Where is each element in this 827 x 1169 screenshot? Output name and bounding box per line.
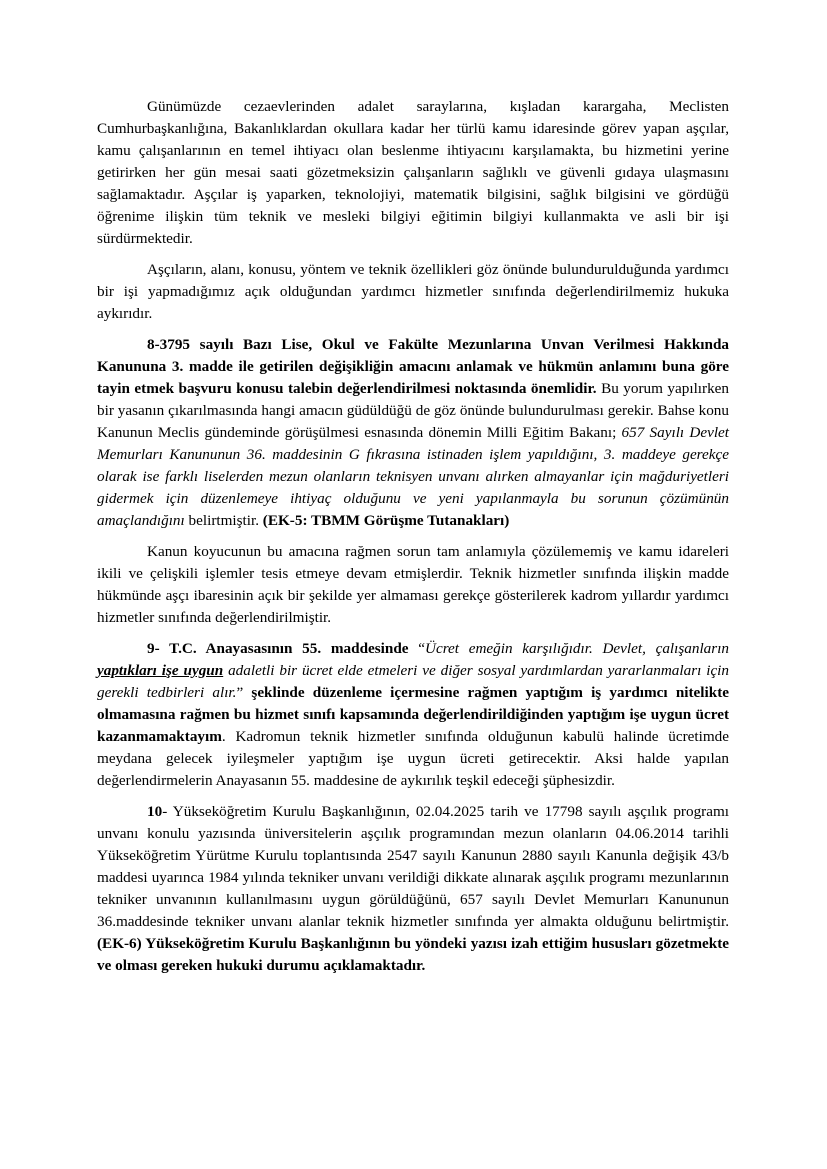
text-run: - Yükseköğretim Kurulu Başkanlığının, 02.04.2025 tarih ve 17798 sayılı aşçılık programı unvanı konulu yazısında üniversitelerin aşçılık programından mezun olanların 04.06.2014 tarihli Yükseköğretim Yürütme Kurulu toplantısında 2547 sayılı Kanunun 2880 sayılı Kanunla değişik 43/b maddesi uyarınca 1984 yılında tekniker unvanı verildiği dikkate alınarak aşçılık programı mezunlarının tekniker unvanının kullanılmasını uygun görüldüğünü, 657 sayılı Devlet Memurları Kanununun 36.maddesinde tekniker unvanı alanlar teknik hizmetler sınıfında yer almakta olduğunu belirtmiştir. <box>97 803 729 930</box>
text-run: Günümüzde cezaevlerinden adalet saraylarına, kışladan karargaha, Meclisten Cumhurbaşkanlığına, Bakanlıklardan okullara kadar her türlü kamu idaresinde görev yapan aşçılar, kamu çalışanlarının en temel ihtiyacı olan beslenme ihtiyacını karşılamakta, bu hizmetini yerine getirirken her gün mesai saati gözetmeksizin çalışanların sağlıklı ve güvenli gıdaya ulaşmasını sağlamaktadır. Aşçılar iş yaparken, teknolojiyi, matematik bilgisini, sağlık bilgisini ve gördüğü öğrenime ilişkin tüm teknik ve mesleki bilgiyi eğitimin bilgiyi kullanmakta ve asli bir işi sürdürmektedir. <box>97 98 729 247</box>
italic-text-run: Ücret emeğin karşılığıdır. Devlet, çalışanların <box>424 640 730 657</box>
underlined-text: yaptıkları işe uygun <box>97 662 224 679</box>
paragraph-anayasa-55 <box>97 638 729 792</box>
paragraph-yardimci-hizmetler <box>97 259 729 325</box>
text-run: Bu yorum yapılırken bir yasanın çıkarılmasında hangi amacın güdüldüğü de göz önünde bulundurulması gerekir. Bahse konu Kanunun Meclis gündeminde görüşülmesi esnasında dönemin Milli Eğitim Bakanı; <box>97 380 730 441</box>
bold-italic-underlined-text-run <box>97 662 223 679</box>
paragraph-yok-yazisi <box>97 801 729 977</box>
bold-text-run: (EK-6) Yükseköğretim Kurulu Başkanlığının bu yöndeki yazısı izah ettiğim hususları gözetmekte ve olması gereken hukuki durumu açıklamaktadır. <box>97 935 729 974</box>
paragraph-kamu-ascilari <box>97 96 729 250</box>
bold-text-run: şeklinde düzenleme içermesine rağmen yaptığım iş yardımcı nitelikte olmamasına rağmen bu hizmet sınıfı kapsamında değerlendirildiğinden yaptığım işe uygun ücret kazanmamaktayım <box>97 684 729 745</box>
bold-text-run: 9- T.C. Anayasasının 55. maddesinde <box>147 640 409 657</box>
text-run: Kanun koyucunun bu amacına rağmen sorun tam anlamıyla çözülememiş ve kamu idareleri ikili ve çelişkili işlemler tesis etmeye devam etmişlerdir. Teknik hizmetler sınıfında ilişkin madde hükmünde aşçı ibaresinin açık bir şekilde yer almaması gerekçe gösterilerek kadrom yıllardır yardımcı hizmetler sınıfında değerlendirilmiştir. <box>97 543 729 626</box>
bold-text-run: 10 <box>147 803 163 820</box>
paragraph-3795-sayili-kanun <box>97 334 729 532</box>
text-run: belirtmiştir. <box>184 512 263 529</box>
paragraph-kanun-koyucu <box>97 541 729 629</box>
document-page <box>97 96 729 986</box>
bold-text-run: (EK-5: TBMM Görüşme Tutanakları) <box>262 512 510 529</box>
text-run: ” <box>236 684 252 701</box>
bold-text-run: 8-3795 sayılı Bazı Lise, Okul ve Fakülte Mezunlarına Unvan Verilmesi Hakkında Kanununa 3. madde ile getirilen değişikliğin amacını anlamak ve hükmün anlamını buna göre tayin etmek başvuru konusu talebin değerlendirilmesi noktasında önemlidir. <box>97 336 729 397</box>
italic-text-run: 657 Sayılı Devlet Memurları Kanununun 36. maddesinin G fıkrasına istinaden işlem yapıldığını, 3. maddeye gerekçe olarak ise farklı liselerden mezun olanların teknisyen unvanı alırken almayanlar için mağduriyetleri gidermek için düzenlemeye ihtiyaç olduğunu ve yeni yapılanmayla bu sorunun çözümünün amaçlandığını <box>97 424 729 529</box>
text-run: “ <box>408 640 425 657</box>
bold-wrapper <box>97 662 223 679</box>
text-run: . Kadromun teknik hizmetler sınıfında olduğunun kabulü halinde ücretimde meydana gelecek iyileşmeler yaptığım işe uygun ücreti getirecektir. Aksi halde yapılan değerlendirmelerin Anayasanın 55. maddesine de aykırılık teşkil edeceği şüphesizdir. <box>97 728 729 789</box>
text-run: Aşçıların, alanı, konusu, yöntem ve teknik özellikleri göz önünde bulundurulduğunda yardımcı bir işi yapmadığımız açık olduğundan yardımcı hizmetler sınıfında değerlendirilmemiz hukuka aykırıdır. <box>97 261 729 322</box>
italic-text-run: adaletli bir ücret elde etmeleri ve diğer sosyal yardımlardan yararlanmaları için gerekli tedbirleri alır. <box>97 662 729 701</box>
